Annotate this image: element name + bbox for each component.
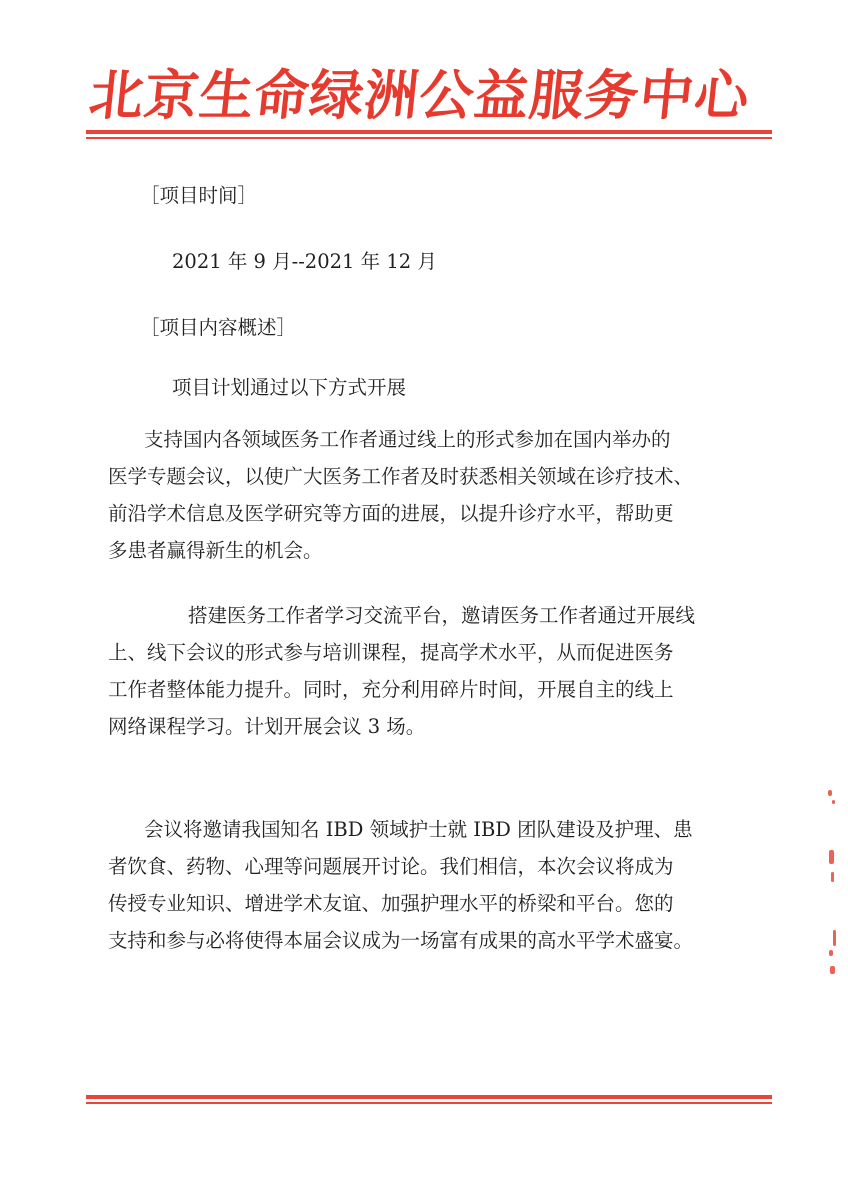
rule-thin-line	[86, 137, 772, 139]
paragraph-line: 者饮食、药物、心理等问题展开讨论。我们相信，本次会议将成为	[108, 855, 674, 878]
section-label-project-time: ［项目时间］	[140, 184, 258, 207]
paragraph-line: 搭建医务工作者学习交流平台，邀请医务工作者通过开展线	[188, 604, 696, 627]
rule-thin-line	[86, 1102, 772, 1104]
paragraph-1	[108, 421, 728, 569]
section-label-project-content: ［项目内容概述］	[140, 316, 297, 339]
seal-edge-marks	[820, 790, 840, 980]
letterhead-top-rule	[86, 130, 772, 139]
paragraph-line: 传授专业知识、增进学术友谊、加强护理水平的桥梁和平台。您的	[108, 892, 674, 915]
project-time-value: 2021 年 9 月--2021 年 12 月	[172, 250, 437, 273]
paragraph-2	[108, 597, 728, 745]
rule-thick-line	[86, 1095, 772, 1099]
paragraph-line: 支持和参与必将使得本届会议成为一场富有成果的高水平学术盛宴。	[108, 929, 694, 952]
letterhead-title: 北京生命绿洲公益服务中心	[86, 64, 753, 127]
paragraph-line: 医学专题会议，以使广大医务工作者及时获悉相关领域在诊疗技术、	[108, 465, 694, 488]
paragraph-3	[108, 811, 728, 959]
paragraph-line: 前沿学术信息及医学研究等方面的进展，以提升诊疗水平，帮助更	[108, 502, 674, 525]
rule-thick-line	[86, 130, 772, 134]
letterhead-bottom-rule	[86, 1095, 772, 1104]
paragraph-line: 网络课程学习。计划开展会议 3 场。	[108, 715, 426, 738]
paragraph-line: 工作者整体能力提升。同时，充分利用碎片时间，开展自主的线上	[108, 678, 674, 701]
paragraph-line: 多患者赢得新生的机会。	[108, 539, 323, 562]
paragraph-line: 上、线下会议的形式参与培训课程，提高学术水平，从而促进医务	[108, 641, 674, 664]
project-intro: 项目计划通过以下方式开展	[172, 376, 407, 399]
paragraph-line: 支持国内各领域医务工作者通过线上的形式参加在国内举办的	[144, 428, 671, 451]
paragraph-line: 会议将邀请我国知名 IBD 领域护士就 IBD 团队建设及护理、患	[144, 818, 693, 841]
